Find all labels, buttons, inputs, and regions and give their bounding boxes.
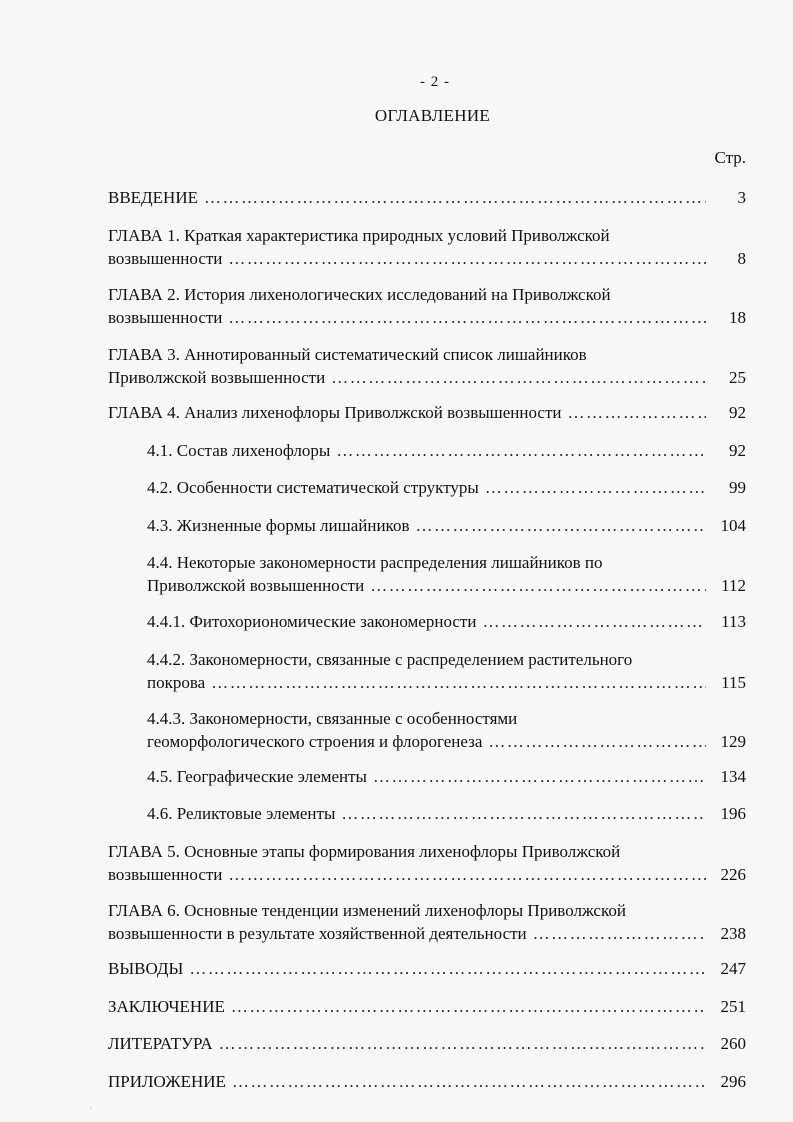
toc-page-number: 18 — [729, 308, 746, 327]
toc-entry-section-4-3[interactable] — [147, 514, 746, 537]
toc-entry-title: ГЛАВА 2. История лихенологических исследований на Приволжской — [108, 285, 611, 304]
toc-page-number: 99 — [729, 478, 746, 497]
leader-dots — [225, 995, 706, 1018]
toc-page-number: 251 — [720, 997, 746, 1016]
leader-dots — [198, 186, 706, 209]
toc-entry-section-4-6[interactable] — [147, 802, 746, 825]
leader-dots — [205, 671, 706, 694]
page-column-label: Стр. — [714, 148, 746, 167]
toc-entry-title: ГЛАВА 6. Основные тенденции изменений лихенофлоры Приволжской — [108, 901, 626, 920]
toc-entry-summary[interactable] — [108, 995, 746, 1018]
toc-entry-text: возвышенности — [108, 865, 223, 884]
toc-entry-text: ПРИЛОЖЕНИЕ — [108, 1072, 226, 1091]
toc-entry-section-4-4[interactable] — [147, 551, 746, 597]
leader-dots — [222, 247, 706, 270]
toc-entry-chapter-4[interactable] — [108, 401, 746, 424]
toc-entry-text: возвышенности — [108, 249, 223, 268]
toc-entry-appendix[interactable] — [108, 1070, 746, 1093]
toc-entry-section-4-4-1[interactable] — [147, 610, 746, 633]
toc-entry-text: возвышенности в результате хозяйственной деятельности — [108, 924, 527, 943]
toc-page-number: 129 — [720, 732, 746, 751]
toc-entry-text: Приволжской возвышенности — [108, 368, 326, 387]
leader-dots — [367, 765, 706, 788]
leader-dots — [527, 922, 706, 945]
toc-entry-text: возвышенности — [108, 308, 223, 327]
toc-page-number: 226 — [720, 865, 746, 884]
toc-page-number: 92 — [729, 403, 746, 422]
toc-page-number: 25 — [729, 368, 746, 387]
leader-dots — [479, 476, 706, 499]
toc-entry-title: ГЛАВА 1. Краткая характеристика природных условий Приволжской — [108, 226, 610, 245]
toc-entry-conclusions[interactable] — [108, 957, 746, 980]
toc-page-number: 196 — [720, 804, 746, 823]
toc-entry-title: 4.4. Некоторые закономерности распределения лишайников по — [147, 553, 603, 572]
leader-dots — [409, 514, 706, 537]
toc-entry-title: ГЛАВА 5. Основные этапы формирования лихенофлоры Приволжской — [108, 842, 621, 861]
toc-entry-text: 4.6. Реликтовые элементы — [147, 804, 336, 823]
leader-dots — [330, 439, 706, 462]
leader-dots — [213, 1032, 706, 1055]
toc-entry-title: 4.4.2. Закономерности, связанные с распределением растительного — [147, 650, 633, 669]
leader-dots — [562, 401, 707, 424]
scan-mark: ' — [90, 1106, 92, 1117]
leader-dots — [482, 730, 706, 753]
toc-entry-introduction[interactable] — [108, 186, 746, 209]
toc-entry-text: ВВЕДЕНИЕ — [108, 188, 198, 207]
toc-entry-text: ЗАКЛЮЧЕНИЕ — [108, 997, 225, 1016]
toc-entry-chapter-1[interactable] — [108, 224, 746, 270]
page-title: ОГЛАВЛЕНИЕ — [374, 106, 491, 125]
leader-dots — [325, 366, 706, 389]
toc-entry-text: 4.3. Жизненные формы лишайников — [147, 516, 410, 535]
toc-page-number: 3 — [737, 188, 746, 207]
toc-entry-section-4-4-2[interactable] — [147, 648, 746, 694]
leader-dots — [222, 863, 706, 886]
toc-entry-text: 4.2. Особенности систематической структуры — [147, 478, 479, 497]
leader-dots — [364, 574, 706, 597]
toc-entry-text: геоморфологического строения и флорогенеза — [147, 732, 483, 751]
toc-entry-text: Приволжской возвышенности — [147, 576, 365, 595]
toc-page-number: 296 — [720, 1072, 746, 1091]
toc-page-number: 104 — [720, 516, 746, 535]
toc-entry-chapter-6[interactable] — [108, 899, 746, 945]
leader-dots — [226, 1070, 706, 1093]
toc-page-number: 92 — [729, 441, 746, 460]
toc-entry-text: ЛИТЕРАТУРА — [108, 1034, 213, 1053]
toc-page-number: 112 — [721, 576, 746, 595]
toc-entry-section-4-5[interactable] — [147, 765, 746, 788]
toc-page-number: 113 — [721, 612, 746, 631]
toc-entry-title: 4.4.3. Закономерности, связанные с особенностями — [147, 709, 518, 728]
leader-dots — [335, 802, 706, 825]
toc-entry-literature[interactable] — [108, 1032, 746, 1055]
toc-page-number: 247 — [720, 959, 746, 978]
toc-page-number: 134 — [720, 767, 746, 786]
leader-dots — [183, 957, 706, 980]
page-number: - 2 - — [420, 74, 450, 90]
toc-page-number: 8 — [737, 249, 746, 268]
toc-page-number: 238 — [720, 924, 746, 943]
toc-entry-text: ВЫВОДЫ — [108, 959, 184, 978]
toc-entry-text: 4.4.1. Фитохориономические закономерности — [147, 612, 477, 631]
toc-entry-chapter-3[interactable] — [108, 343, 746, 389]
toc-entry-section-4-4-3[interactable] — [147, 707, 746, 753]
leader-dots — [222, 306, 706, 329]
leader-dots — [476, 610, 706, 633]
toc-entry-section-4-1[interactable] — [147, 439, 746, 462]
toc-page-number: 260 — [720, 1034, 746, 1053]
toc-entry-section-4-2[interactable] — [147, 476, 746, 499]
toc-entry-text: 4.1. Состав лихенофлоры — [147, 441, 331, 460]
toc-entry-text: покрова — [147, 673, 206, 692]
toc-entry-title: ГЛАВА 3. Аннотированный систематический список лишайников — [108, 345, 587, 364]
toc-page-number: 115 — [721, 673, 746, 692]
toc-entry-text: 4.5. Географические элементы — [147, 767, 367, 786]
toc-entry-text: ГЛАВА 4. Анализ лихенофлоры Приволжской возвышенности — [108, 403, 562, 422]
toc-entry-chapter-5[interactable] — [108, 840, 746, 886]
toc-entry-chapter-2[interactable] — [108, 283, 746, 329]
